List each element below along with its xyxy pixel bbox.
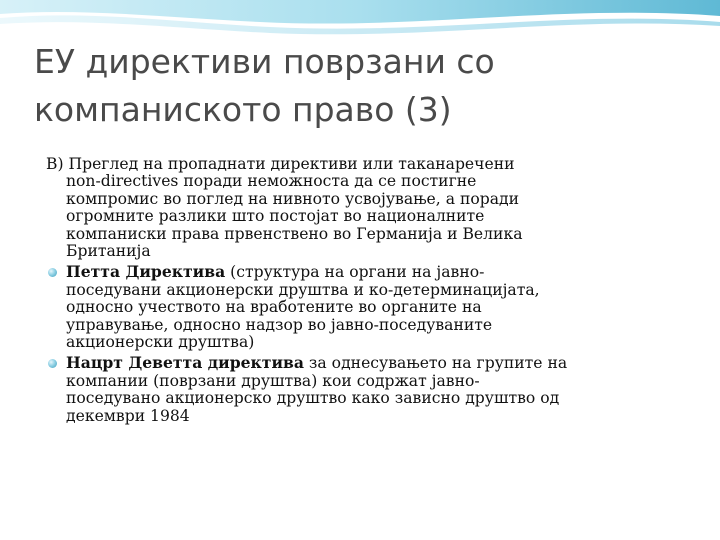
intro-line-6: Британија	[66, 242, 151, 261]
bullet-1-line-5: акционерски друштва)	[66, 333, 255, 352]
bullet-icon	[48, 268, 57, 277]
bullet-2-line-1: за однесувањето на групите на	[303, 354, 568, 373]
bullet-item-fifth-directive	[46, 263, 676, 351]
intro-line-4: огромните разлики што постојат во националните	[66, 207, 485, 226]
bullet-1-line-2: поседувани акционерски друштва и ко-детерминацијата,	[66, 280, 540, 299]
bullet-icon	[48, 359, 57, 368]
bullet-2-line-2: компании (поврзани друштва) кои содржат јавно-	[66, 371, 480, 390]
intro-line-3: компромис во поглед на нивното усвојување, а поради	[66, 189, 520, 208]
intro-line-1: В) Преглед на пропаднати директиви или таканаречени	[46, 155, 515, 173]
slide-body	[46, 156, 676, 428]
top-wave-band	[0, 0, 720, 40]
bullet-item-ninth-directive	[46, 354, 676, 425]
intro-line-5: компаниски права првенствено во Германија и Велика	[66, 224, 523, 243]
intro-line-2: non-directives поради неможноста да се постигне	[66, 172, 477, 191]
intro-paragraph	[46, 156, 676, 260]
bullet-2-line-3: поседувано акционерско друштво како зависно друштво од	[66, 389, 560, 408]
bullet-1-line-3: односно учеството на вработените во органите на	[66, 298, 482, 317]
slide-title-line-2: компаниското право (3)	[34, 90, 452, 129]
bullet-2-line-4: декември 1984	[66, 406, 190, 425]
slide-title-line-1: ЕУ директиви поврзани со	[34, 42, 495, 81]
bullet-1-line-4: управување, односно надзор во јавно-поседуваните	[66, 315, 493, 334]
slide-title	[34, 38, 694, 134]
bullet-1-bold-label: Петта Директива	[66, 262, 226, 282]
bullet-1-line-1: (структура на органи на јавно-	[225, 263, 485, 282]
bullet-2-bold-label: Нацрт Деветта директива	[66, 353, 304, 373]
